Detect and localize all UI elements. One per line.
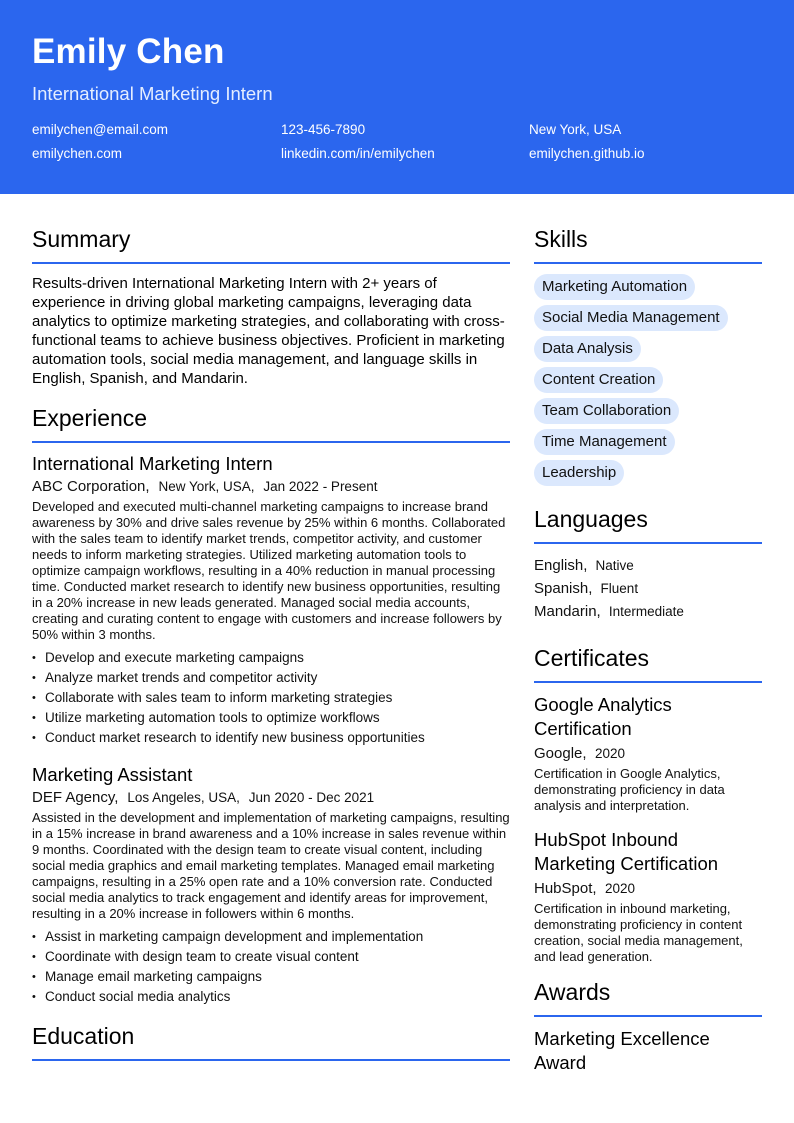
summary-heading: Summary xyxy=(32,226,510,264)
experience-heading: Experience xyxy=(32,405,510,443)
job-location: New York, USA, xyxy=(158,479,255,494)
job-bullet: • Conduct market research to identify new business opportunities xyxy=(32,728,510,748)
job-dates: Jun 2020 - Dec 2021 xyxy=(248,790,375,805)
certificate-entry xyxy=(534,828,762,965)
candidate-title: International Marketing Intern xyxy=(32,83,273,104)
job-location: Los Angeles, USA, xyxy=(127,790,240,805)
certificate-description: Certification in Google Analytics, demonstrating proficiency in data analysis and interpretation. xyxy=(534,766,725,813)
job-description: Developed and executed multi-channel marketing campaigns to increase brand awareness by 30% and drive sales revenue by 25% within 6 months. Collaborated with the sales team to identify market trends, competitor activity, and customer needs to inform marketing strategies. Utilized marketing automation tools to optimize campaign workflows, resulting in a 40% reduction in manual processing time. Conducted market research to identify new business opportunities, resulting in a 20% increase in new leads generated. Managed social media accounts, creating and curating content to engage with customers and increase followers by 50% within 3 months. xyxy=(32,499,506,642)
languages-heading: Languages xyxy=(534,506,762,544)
certificate-entry xyxy=(534,693,762,814)
certificate-year: 2020 xyxy=(605,881,636,896)
job-description: Assisted in the development and implementation of marketing campaigns, resulting in a 15% increase in brand awareness and a 10% increase in sales revenue within 9 months. Coordinated with the design team to create visual content, including social media graphics and email marketing templates. Managed email marketing campaigns, resulting in a 25% open rate and a 10% conversion rate. Conducted social media analytics to track engagement and identify areas for improvement, resulting in a 20% increase in followers within 6 months. xyxy=(32,810,510,921)
contact-phone[interactable]: 123-456-7890 xyxy=(281,122,366,137)
skills-list xyxy=(534,274,762,486)
job-bullet: • Analyze market trends and competitor activity xyxy=(32,668,510,688)
candidate-name: Emily Chen xyxy=(32,32,225,71)
contact-website[interactable]: emilychen.com xyxy=(32,146,123,161)
skill-chip: Content Creation xyxy=(534,367,663,393)
side-column xyxy=(534,226,762,1075)
job-bullet: • Coordinate with design team to create visual content xyxy=(32,947,510,967)
language-item xyxy=(534,600,762,623)
job-meta xyxy=(32,478,510,496)
language-name: Mandarin, xyxy=(534,603,601,620)
skill-chip: Time Management xyxy=(534,429,675,455)
certificate-year: 2020 xyxy=(595,746,626,761)
job-company: DEF Agency, xyxy=(32,789,119,806)
certificate-issuer: HubSpot, xyxy=(534,880,597,897)
contact-location: New York, USA xyxy=(529,122,622,137)
skill-chip: Team Collaboration xyxy=(534,398,679,424)
certificate-description: Certification in inbound marketing, demonstrating proficiency in content creation, social media management, and lead generation. xyxy=(534,901,743,964)
language-item xyxy=(534,554,762,577)
language-level: Native xyxy=(595,558,634,573)
language-name: Spanish, xyxy=(534,580,593,597)
main-column xyxy=(32,226,510,1071)
certificate-meta xyxy=(534,880,762,898)
skill-chip: Data Analysis xyxy=(534,336,641,362)
job-title: International Marketing Intern xyxy=(32,453,273,474)
certificate-name: HubSpot Inbound Marketing Certification xyxy=(534,829,719,874)
languages-list xyxy=(534,554,762,623)
job-entry xyxy=(32,764,510,1007)
skill-chip: Social Media Management xyxy=(534,305,728,331)
contact-github[interactable]: emilychen.github.io xyxy=(529,146,645,161)
job-bullets xyxy=(32,927,510,1007)
job-bullet: • Assist in marketing campaign development and implementation xyxy=(32,927,510,947)
summary-text: Results-driven International Marketing Intern with 2+ years of experience in driving global marketing campaigns, leveraging data analytics to optimize marketing strategies, and collaborating with cross-functional teams to achieve business objectives. Proficient in marketing automation tools, social media management, and language skills in English, Spanish, and Mandarin. xyxy=(32,275,505,387)
language-item xyxy=(534,577,762,600)
skill-chip: Marketing Automation xyxy=(534,274,695,300)
certificate-name: Google Analytics Certification xyxy=(534,694,672,739)
education-heading: Education xyxy=(32,1023,510,1061)
award-name: Marketing Excellence Award xyxy=(534,1028,710,1073)
job-bullet: • Collaborate with sales team to inform marketing strategies xyxy=(32,688,510,708)
certificates-heading: Certificates xyxy=(534,645,762,683)
job-entry xyxy=(32,453,510,748)
language-level: Fluent xyxy=(600,581,639,596)
certificate-issuer: Google, xyxy=(534,745,587,762)
job-title: Marketing Assistant xyxy=(32,764,193,785)
job-meta xyxy=(32,789,510,807)
job-dates: Jan 2022 - Present xyxy=(263,479,378,494)
certificate-meta xyxy=(534,745,762,763)
language-level: Intermediate xyxy=(608,604,684,619)
job-bullet: • Manage email marketing campaigns xyxy=(32,967,510,987)
job-bullets xyxy=(32,648,510,748)
resume-header xyxy=(0,0,794,194)
job-company: ABC Corporation, xyxy=(32,478,150,495)
job-bullet: • Utilize marketing automation tools to optimize workflows xyxy=(32,708,510,728)
contact-linkedin[interactable]: linkedin.com/in/emilychen xyxy=(281,146,435,161)
job-bullet: • Develop and execute marketing campaigns xyxy=(32,648,510,668)
contact-email[interactable]: emilychen@email.com xyxy=(32,122,168,137)
job-bullet: • Conduct social media analytics xyxy=(32,987,510,1007)
awards-heading: Awards xyxy=(534,979,762,1017)
language-name: English, xyxy=(534,557,588,574)
skills-heading: Skills xyxy=(534,226,762,264)
skill-chip: Leadership xyxy=(534,460,624,486)
